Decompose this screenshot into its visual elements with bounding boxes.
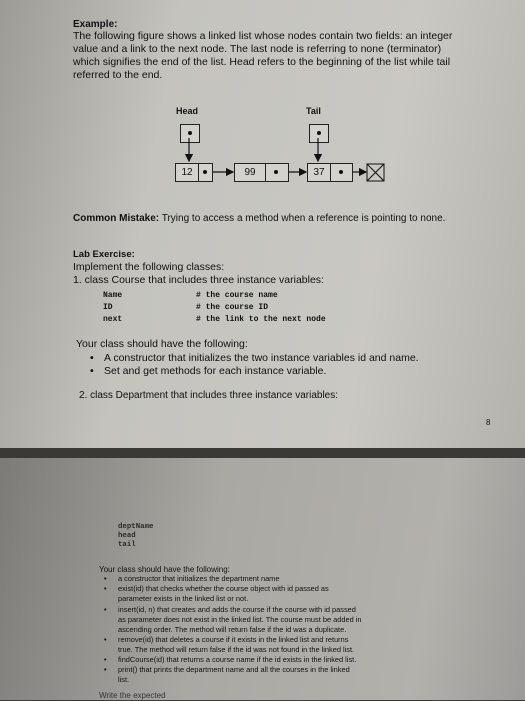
variable-name: next <box>103 315 123 324</box>
bullet-item: • Set and get methods for each instance variable. <box>104 365 326 379</box>
example-heading: Example: <box>73 19 118 30</box>
common-mistake-label: Common Mistake: <box>73 213 160 224</box>
link-dot <box>274 170 278 174</box>
lab-exercise-heading: Lab Exercise: <box>73 249 135 260</box>
method-line: true. The method will return false if the id was not found in the linked list. <box>118 645 355 654</box>
variable-name: tail <box>118 541 136 549</box>
method-line: • a constructor that initializes the department name <box>118 574 279 584</box>
variable-comment: # the course name <box>196 291 278 300</box>
common-mistake-text: Trying to access a method when a reference is pointing to none. <box>161 213 446 224</box>
footer-fragment: Write the expected <box>99 691 166 700</box>
link-dot <box>339 170 343 174</box>
node-link-cell <box>265 163 289 182</box>
should-have-line: Your class should have the following: <box>76 338 248 350</box>
method-line: list. <box>118 675 130 684</box>
method-line: parameter exists in the linked list or not. <box>118 594 249 603</box>
method-line: • findCourse(id) that returns a course name if the id exists in the linked list. <box>118 655 356 665</box>
intro-line-1: The following figure shows a linked list whose nodes contain two fields: an integer <box>73 30 453 42</box>
method-line: as parameter does not exist in the linked list. The course must be added in <box>118 615 362 624</box>
variable-comment: # the link to the next node <box>196 315 326 324</box>
head-label: Head <box>176 106 199 116</box>
variable-name: deptName <box>118 523 154 531</box>
variable-comment: # the course ID <box>196 303 269 312</box>
method-line: • print() that prints the department name and all the courses in the linked <box>118 665 350 675</box>
intro-line-4: referred to the end. <box>73 69 163 81</box>
node-value-cell: 37 <box>307 163 331 182</box>
method-line: ascending order. The method will return false if the id was a duplicate. <box>118 625 347 634</box>
linked-list-diagram <box>170 106 420 194</box>
implement-line: Implement the following classes: <box>73 261 225 273</box>
page-number: 8 <box>486 418 491 427</box>
node-link-cell <box>198 163 213 182</box>
class1-line: 1. class Course that includes three instance variables: <box>73 274 324 286</box>
bullet-item: • A constructor that initializes the two instance variables id and name. <box>104 352 419 366</box>
variable-name: ID <box>103 303 113 312</box>
should-have-line: Your class should have the following: <box>99 565 230 574</box>
intro-line-3: which signifies the end of the list. Head refers to the beginning of the list while tail <box>73 56 451 68</box>
method-line: • remove(id) that deletes a course if it exists in the linked list and returns <box>118 635 348 645</box>
node-link-cell <box>330 163 353 182</box>
tail-label: Tail <box>306 106 321 116</box>
node-value-cell: 12 <box>175 163 199 182</box>
document-page-2 <box>0 458 525 700</box>
link-dot <box>203 170 207 174</box>
common-mistake-line <box>73 212 445 226</box>
class2-line: 2. class Department that includes three instance variables: <box>79 390 339 401</box>
node-value-cell: 99 <box>234 163 266 182</box>
variable-name: Name <box>103 291 123 300</box>
method-line: • exist(id) that checks whether the course object with id passed as <box>118 584 329 594</box>
method-line: • insert(id, n) that creates and adds the course if the course with id passed <box>118 605 356 615</box>
intro-line-2: value and a link to the next node. The last node is referring to none (terminator) <box>73 43 442 55</box>
variable-name: head <box>118 532 136 540</box>
